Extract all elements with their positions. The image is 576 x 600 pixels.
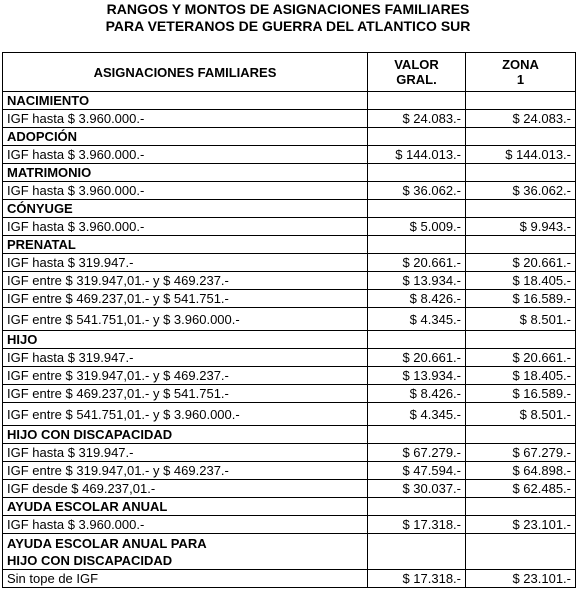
header-zona-1-line2: 1: [516, 72, 525, 87]
empty-cell: [368, 200, 466, 218]
category-name: [3, 92, 368, 110]
header-valor-gral-line1: VALOR: [394, 57, 439, 72]
valor-gral-cell: $ 67.279.-: [368, 444, 466, 462]
category-name-line: NACIMIENTO: [7, 93, 90, 108]
category-name: [3, 164, 368, 182]
category-name-line: AYUDA ESCOLAR ANUAL PARA: [7, 535, 207, 551]
empty-cell: [466, 92, 576, 110]
row-label: IGF entre $ 319.947,01.- y $ 469.237.-: [3, 272, 368, 290]
table-row: [3, 110, 576, 128]
valor-gral-cell: $ 47.594.-: [368, 462, 466, 480]
valor-gral-cell: $ 30.037.-: [368, 480, 466, 498]
table-row: [3, 182, 576, 200]
valor-gral-cell: $ 24.083.-: [368, 110, 466, 128]
row-label: IGF entre $ 469.237,01.- y $ 541.751.-: [3, 290, 368, 308]
zona-1-cell: $ 16.589.-: [466, 290, 576, 308]
category-row: [3, 534, 576, 570]
header-asignaciones: ASIGNACIONES FAMILIARES: [3, 53, 368, 92]
header-zona-1-line1: ZONA: [502, 57, 539, 72]
category-row: [3, 164, 576, 182]
valor-gral-cell: $ 17.318.-: [368, 570, 466, 588]
category-name: [3, 200, 368, 218]
header-valor-gral: [368, 53, 466, 92]
row-label: IGF hasta $ 319.947.-: [3, 444, 368, 462]
valor-gral-cell: $ 13.934.-: [368, 367, 466, 385]
valor-gral-cell: $ 17.318.-: [368, 516, 466, 534]
empty-cell: [466, 200, 576, 218]
row-label: IGF hasta $ 3.960.000.-: [3, 516, 368, 534]
table-row: [3, 272, 576, 290]
valor-gral-cell: $ 4.345.-: [368, 308, 466, 331]
empty-cell: [466, 164, 576, 182]
zona-1-cell: $ 20.661.-: [466, 349, 576, 367]
table-body: [3, 92, 576, 588]
table-row: [3, 146, 576, 164]
valor-gral-cell: $ 20.661.-: [368, 349, 466, 367]
document-title-line-1: RANGOS Y MONTOS DE ASIGNACIONES FAMILIARES: [106, 1, 470, 17]
category-name-line: HIJO CON DISCAPACIDAD: [7, 552, 173, 568]
empty-cell: [368, 498, 466, 516]
category-name-line: HIJO CON DISCAPACIDAD: [7, 427, 173, 442]
empty-cell: [368, 92, 466, 110]
empty-cell: [368, 331, 466, 349]
valor-gral-cell: $ 36.062.-: [368, 182, 466, 200]
allowances-table: [2, 52, 576, 588]
category-name-line: PRENATAL: [7, 237, 76, 252]
table-row: [3, 290, 576, 308]
row-label: IGF entre $ 541.751,01.- y $ 3.960.000.-: [3, 308, 368, 331]
category-row: [3, 128, 576, 146]
table-row: [3, 367, 576, 385]
category-row: [3, 92, 576, 110]
category-name: [3, 236, 368, 254]
row-label: IGF entre $ 541.751,01.- y $ 3.960.000.-: [3, 403, 368, 426]
zona-1-cell: $ 67.279.-: [466, 444, 576, 462]
row-label: IGF entre $ 469.237,01.- y $ 541.751.-: [3, 385, 368, 403]
zona-1-cell: $ 9.943.-: [466, 218, 576, 236]
document-title-line-2: PARA VETERANOS DE GUERRA DEL ATLANTICO SUR: [105, 18, 471, 34]
category-row: [3, 236, 576, 254]
zona-1-cell: $ 23.101.-: [466, 570, 576, 588]
zona-1-cell: $ 23.101.-: [466, 516, 576, 534]
row-label: IGF hasta $ 3.960.000.-: [3, 146, 368, 164]
table-row: [3, 385, 576, 403]
table-row: [3, 516, 576, 534]
category-row: [3, 426, 576, 444]
category-name-line: MATRIMONIO: [7, 165, 92, 180]
table-row: [3, 349, 576, 367]
table-row: [3, 480, 576, 498]
valor-gral-cell: $ 5.009.-: [368, 218, 466, 236]
row-label: IGF entre $ 319.947,01.- y $ 469.237.-: [3, 367, 368, 385]
zona-1-cell: $ 18.405.-: [466, 367, 576, 385]
zona-1-cell: $ 64.898.-: [466, 462, 576, 480]
category-row: [3, 331, 576, 349]
row-label: IGF hasta $ 319.947.-: [3, 254, 368, 272]
table-header-row: [3, 53, 576, 92]
row-label: IGF entre $ 319.947,01.- y $ 469.237.-: [3, 462, 368, 480]
table-row: [3, 462, 576, 480]
table-row: [3, 403, 576, 426]
header-zona-1: [466, 53, 576, 92]
valor-gral-cell: $ 8.426.-: [368, 385, 466, 403]
table-row: [3, 254, 576, 272]
table-row: [3, 570, 576, 588]
header-valor-gral-line2: GRAL.: [396, 72, 437, 87]
zona-1-cell: $ 36.062.-: [466, 182, 576, 200]
row-label: IGF hasta $ 3.960.000.-: [3, 182, 368, 200]
empty-cell: [368, 534, 466, 570]
row-label: IGF hasta $ 3.960.000.-: [3, 218, 368, 236]
valor-gral-cell: $ 4.345.-: [368, 403, 466, 426]
category-name-line: ADOPCIÓN: [7, 129, 78, 144]
zona-1-cell: $ 62.485.-: [466, 480, 576, 498]
row-label: IGF hasta $ 319.947.-: [3, 349, 368, 367]
zona-1-cell: $ 144.013.-: [466, 146, 576, 164]
empty-cell: [368, 164, 466, 182]
zona-1-cell: $ 18.405.-: [466, 272, 576, 290]
row-label: IGF desde $ 469.237,01.-: [3, 480, 368, 498]
empty-cell: [368, 128, 466, 146]
row-label: IGF hasta $ 3.960.000.-: [3, 110, 368, 128]
category-name: [3, 534, 368, 570]
empty-cell: [466, 498, 576, 516]
empty-cell: [466, 331, 576, 349]
empty-cell: [466, 128, 576, 146]
category-name-line: HIJO: [7, 332, 38, 347]
table-row: [3, 308, 576, 331]
empty-cell: [466, 426, 576, 444]
category-row: [3, 200, 576, 218]
valor-gral-cell: $ 144.013.-: [368, 146, 466, 164]
table-row: [3, 444, 576, 462]
empty-cell: [466, 534, 576, 570]
valor-gral-cell: $ 8.426.-: [368, 290, 466, 308]
valor-gral-cell: $ 20.661.-: [368, 254, 466, 272]
empty-cell: [466, 236, 576, 254]
zona-1-cell: $ 24.083.-: [466, 110, 576, 128]
zona-1-cell: $ 8.501.-: [466, 403, 576, 426]
valor-gral-cell: $ 13.934.-: [368, 272, 466, 290]
empty-cell: [368, 236, 466, 254]
zona-1-cell: $ 20.661.-: [466, 254, 576, 272]
category-name: [3, 331, 368, 349]
table-row: [3, 218, 576, 236]
category-name: [3, 498, 368, 516]
row-label: Sin tope de IGF: [3, 570, 368, 588]
empty-cell: [368, 426, 466, 444]
zona-1-cell: $ 16.589.-: [466, 385, 576, 403]
zona-1-cell: $ 8.501.-: [466, 308, 576, 331]
category-name-line: CÓNYUGE: [7, 201, 73, 216]
category-name: [3, 426, 368, 444]
category-row: [3, 498, 576, 516]
category-name-line: AYUDA ESCOLAR ANUAL: [7, 499, 168, 514]
category-name: [3, 128, 368, 146]
